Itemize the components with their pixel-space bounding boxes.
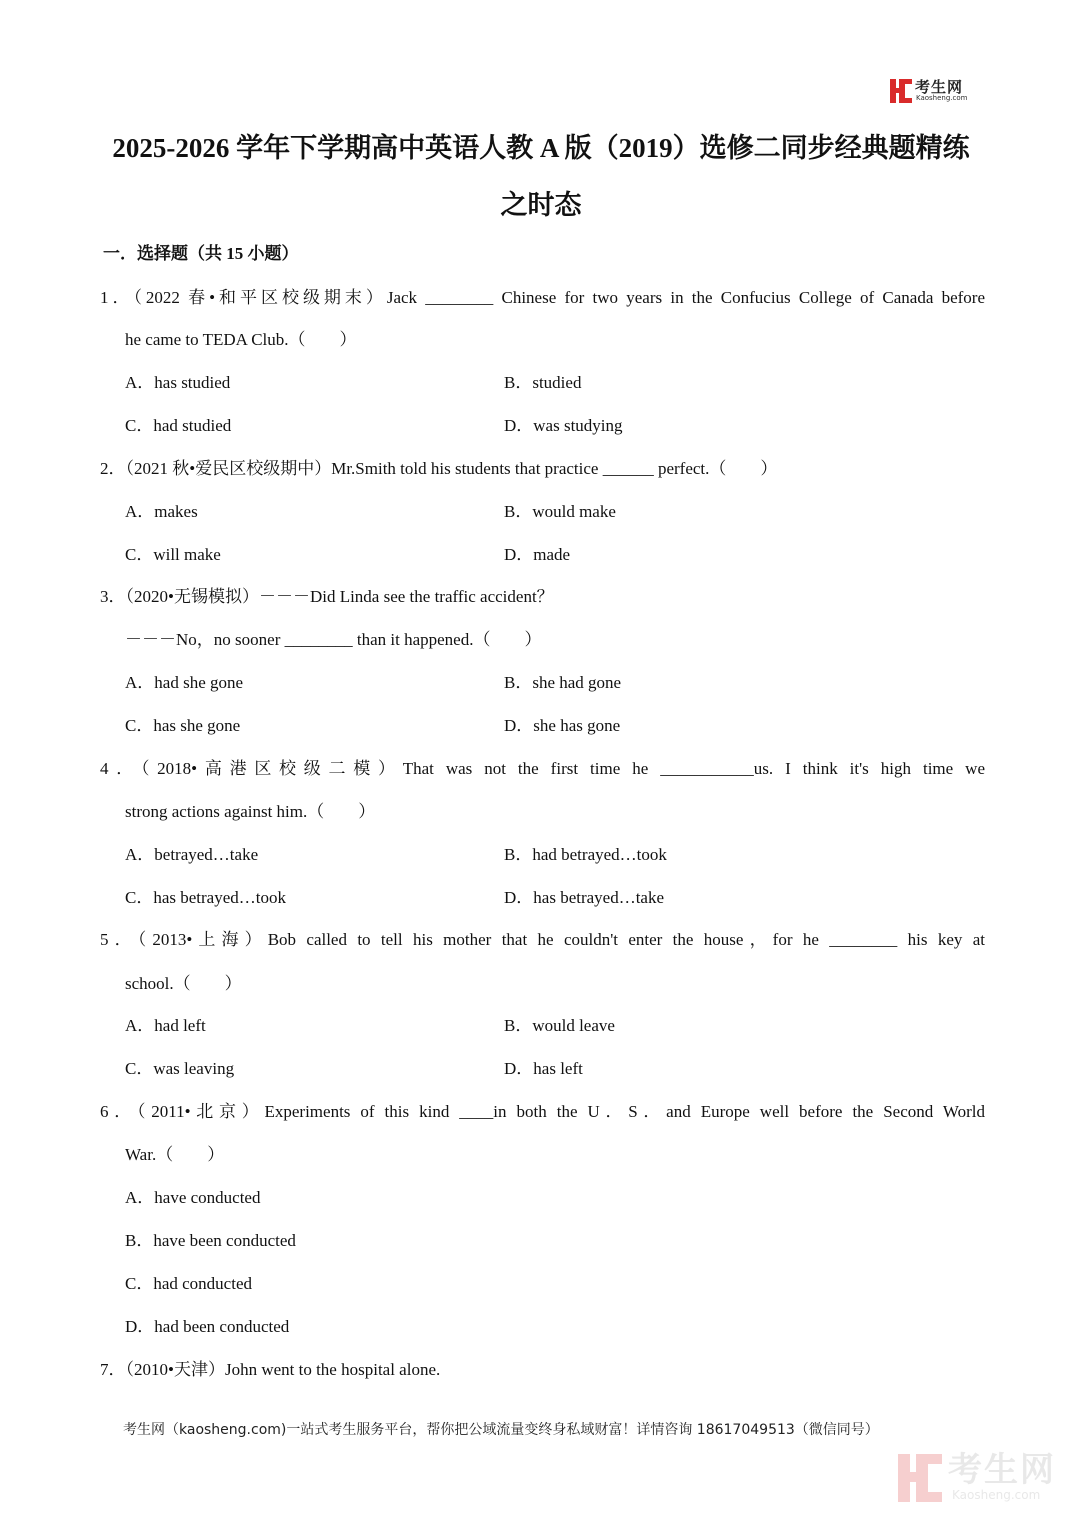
logo-text-en: Kaosheng.com	[916, 94, 968, 102]
question-3-stem-cont: －－－No，no sooner ________ than it happened.（ ）	[125, 630, 542, 649]
question-3-option-c[interactable]: C．has she gone	[125, 716, 241, 735]
page-title-line2: 之时态	[500, 190, 582, 220]
question-2-option-d[interactable]: D．made	[504, 545, 571, 564]
question-6-stem-cont: War.（ ）	[125, 1145, 225, 1164]
question-1-option-b[interactable]: B．studied	[504, 373, 582, 392]
question-5-stem: 5．（2013•上海）Bob called to tell his mother that he couldn't enter the house，for he ________ his key at	[100, 930, 985, 949]
question-5-option-a[interactable]: A．had left	[125, 1016, 206, 1035]
watermark-text-cn: 考生网	[948, 1450, 1056, 1490]
footer-text: 考生网（kaosheng.com)一站式考生服务平台，帮你把公域流量变终身私域财富！详情咨询 18617049513（微信同号）	[123, 1422, 879, 1438]
question-2-stem: 2．（2021 秋•爱民区校级期中）Mr.Smith told his students that practice ______ perfect.（ ）	[100, 459, 778, 478]
logo-text-cn: 考生网	[915, 78, 964, 96]
question-6-option-d[interactable]: D．had been conducted	[125, 1317, 290, 1336]
question-5-option-c[interactable]: C．was leaving	[125, 1059, 235, 1078]
question-2-option-b[interactable]: B．would make	[504, 502, 616, 521]
question-4-option-a[interactable]: A．betrayed…take	[125, 845, 259, 864]
watermark-text-en: Kaosheng.com	[952, 1488, 1041, 1502]
watermark-logo-icon	[898, 1454, 942, 1502]
question-4-option-c[interactable]: C．has betrayed…took	[125, 888, 286, 907]
kaosheng-logo	[890, 78, 978, 104]
question-2-option-c[interactable]: C．will make	[125, 545, 221, 564]
question-5-stem-cont: school.（ ）	[125, 974, 242, 993]
section-heading: 一．选择题（共 15 小题）	[103, 244, 299, 263]
question-3-option-a[interactable]: A．had she gone	[125, 673, 244, 692]
question-4-stem-cont: strong actions against him.（ ）	[125, 802, 376, 821]
question-6-option-a[interactable]: A．have conducted	[125, 1188, 261, 1207]
question-1-stem: 1．（2022 春•和平区校级期末）Jack ________ Chinese for two years in the Confucius College of Canada before	[100, 288, 985, 307]
question-4-option-b[interactable]: B．had betrayed…took	[504, 845, 667, 864]
question-1-option-a[interactable]: A．has studied	[125, 373, 231, 392]
question-5-option-d[interactable]: D．has left	[504, 1059, 583, 1078]
question-3-stem: 3．（2020•无锡模拟）－－－Did Linda see the traffic accident？	[100, 587, 554, 606]
question-3-option-b[interactable]: B．she had gone	[504, 673, 622, 692]
question-4-option-d[interactable]: D．has betrayed…take	[504, 888, 665, 907]
question-6-stem: 6．（2011•北京）Experiments of this kind ____in both the U．S．and Europe well before the Second World	[100, 1102, 985, 1121]
question-5-option-b[interactable]: B．would leave	[504, 1016, 615, 1035]
kaosheng-logo-icon	[890, 79, 912, 103]
question-4-stem: 4．（2018•高港区校级二模）That was not the first time he ___________us. I think it's high time we	[100, 759, 985, 778]
question-1-stem-cont: he came to TEDA Club.（ ）	[125, 330, 357, 349]
page-title-line1: 2025-2026 学年下学期高中英语人教 A 版（2019）选修二同步经典题精练	[112, 133, 970, 163]
question-6-option-b[interactable]: B．have been conducted	[125, 1231, 296, 1250]
question-6-option-c[interactable]: C．had conducted	[125, 1274, 252, 1293]
question-1-option-d[interactable]: D．was studying	[504, 416, 623, 435]
question-3-option-d[interactable]: D．she has gone	[504, 716, 621, 735]
question-7-stem: 7．（2010•天津）John went to the hospital alone.	[100, 1360, 441, 1379]
watermark-logo	[898, 1450, 1058, 1506]
question-2-option-a[interactable]: A．makes	[125, 502, 198, 521]
question-1-option-c[interactable]: C．had studied	[125, 416, 232, 435]
